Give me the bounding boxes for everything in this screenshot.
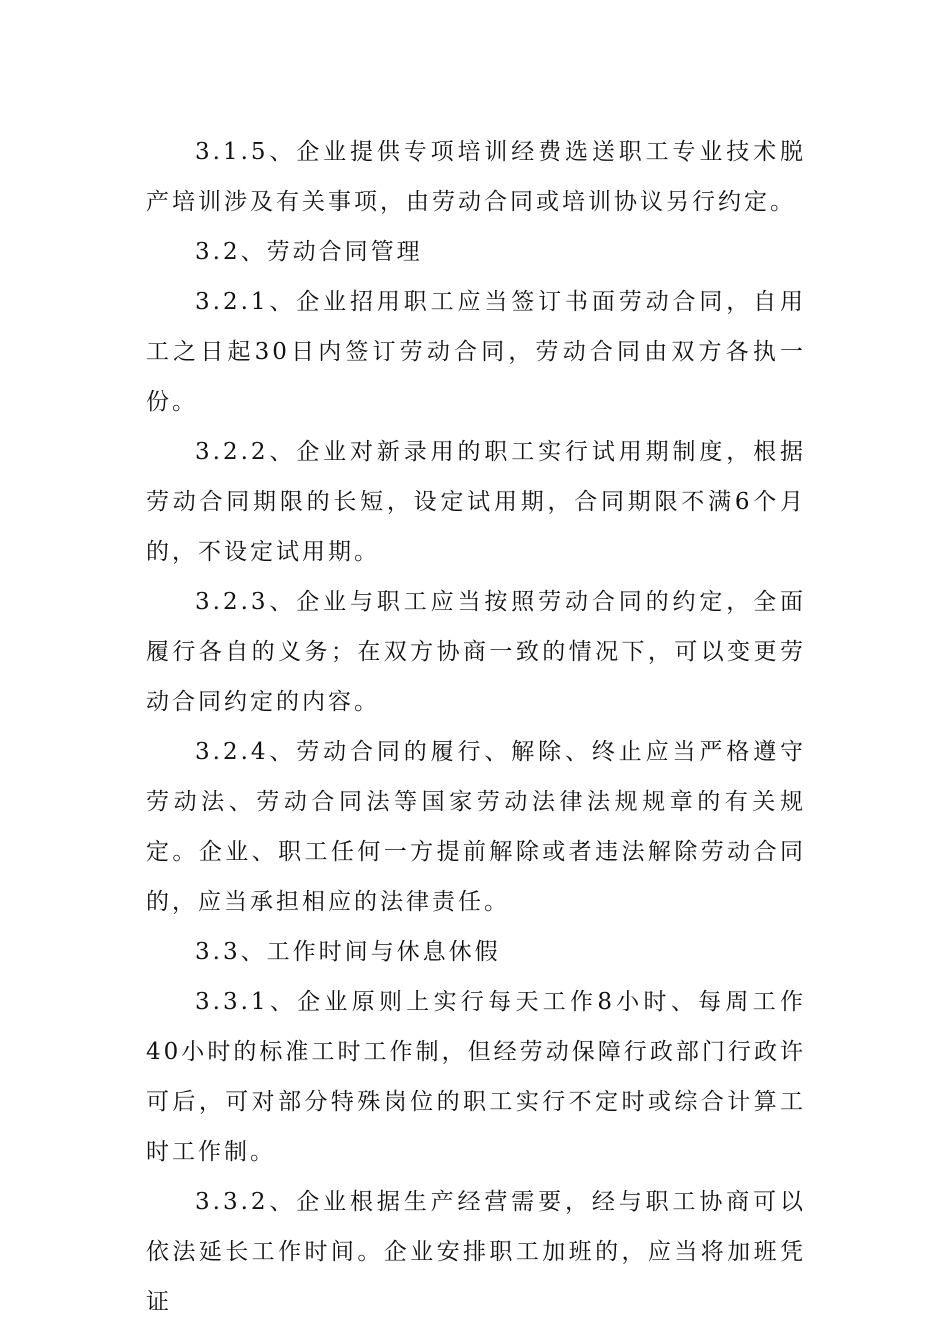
section-heading-3-3: 3.3、工作时间与休息休假 xyxy=(195,939,501,965)
clause-3-2-4: 3.2.4、劳动合同的履行、解除、终止应当严格遵守劳动法、劳动合同法等国家劳动法律法规规章的有关规定。企业、职工任何一方提前解除或者违法解除劳动合同的，应当承担相应的法律责任。 xyxy=(146,739,806,915)
clause-3-3-2: 3.3.2、企业根据生产经营需要，经与职工协商可以依法延长工作时间。企业安排职工加班的，应当将加班凭证 xyxy=(146,1189,806,1315)
clause-3-2-1: 3.2.1、企业招用职工应当签订书面劳动合同，自用工之日起30日内签订劳动合同，劳动合同由双方各执一份。 xyxy=(146,289,806,415)
section-heading-3-2: 3.2、劳动合同管理 xyxy=(195,239,423,265)
clause-3-3-1: 3.3.1、企业原则上实行每天工作8小时、每周工作40小时的标准工时工作制，但经劳动保障行政部门行政许可后，可对部分特殊岗位的职工实行不定时或综合计算工时工作制。 xyxy=(146,989,806,1165)
clause-3-2-2: 3.2.2、企业对新录用的职工实行试用期制度，根据劳动合同期限的长短，设定试用期，合同期限不满6个月的，不设定试用期。 xyxy=(146,439,806,565)
document-body xyxy=(146,127,806,1327)
clause-3-2-3: 3.2.3、企业与职工应当按照劳动合同的约定，全面履行各自的义务；在双方协商一致的情况下，可以变更劳动合同约定的内容。 xyxy=(146,589,806,715)
clause-3-1-5: 3.1.5、企业提供专项培训经费选送职工专业技术脱产培训涉及有关事项，由劳动合同或培训协议另行约定。 xyxy=(146,139,806,215)
